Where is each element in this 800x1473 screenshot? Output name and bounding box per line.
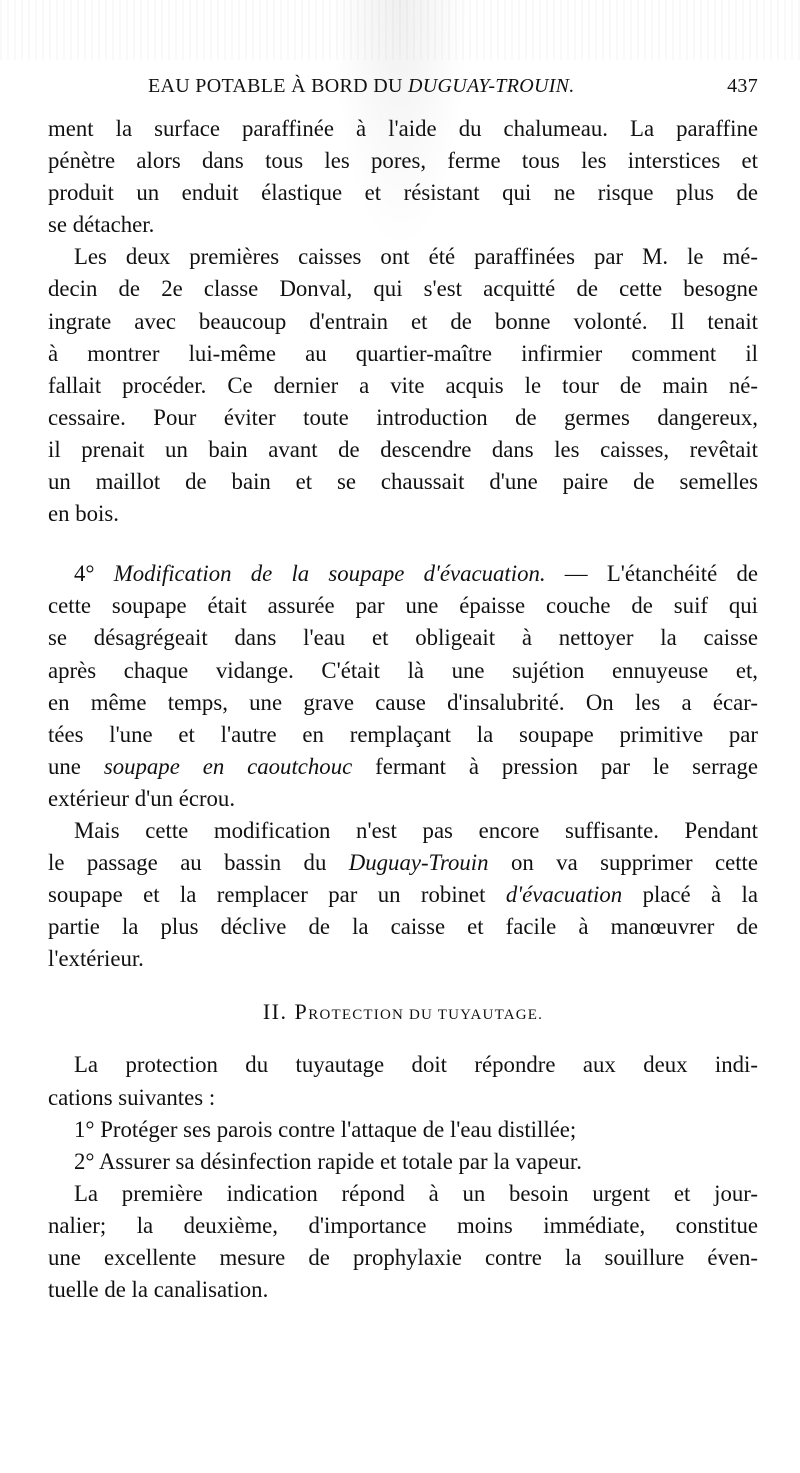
text-line: ingrate avec beaucoup d'entrain et de bonne volonté. Il tenait	[48, 308, 758, 334]
text-line: cette soupape était assurée par une épaisse couche de suif qui	[48, 593, 758, 619]
running-title-prefix: EAU POTABLE À BORD DU	[148, 75, 408, 97]
text-line: une excellente mesure de prophylaxie contre la souillure éven-	[48, 1245, 758, 1270]
text-line: decin de 2e classe Donval, qui s'est acquitté de cette besogne	[48, 276, 758, 302]
text-line: un maillot de bain et se chaussait d'une paire de semelles	[48, 469, 758, 495]
paragraph-5	[48, 1049, 758, 1113]
text-fragment: fermant à pression par le serrage	[352, 753, 758, 779]
text-line: La protection du tuyautage doit répondre aux deux indi-	[74, 1052, 758, 1078]
text-line: cations suivantes :	[48, 1084, 216, 1110]
text-line: tées l'une et l'autre en remplaçant la soupape primitive par	[48, 721, 758, 747]
text-fragment: soupape et la remplacer par un robinet	[48, 882, 506, 908]
text-line	[48, 847, 758, 879]
paragraph-2	[48, 241, 758, 530]
running-title-ship: DUGUAY-TROUIN.	[408, 75, 575, 97]
text-line: La première indication répond à un besoin urgent et jour-	[74, 1180, 758, 1206]
text-line: en même temps, une grave cause d'insalubrité. On les a écar-	[48, 689, 758, 715]
section-heading	[48, 993, 758, 1031]
subsection-number: 4°	[74, 561, 114, 587]
paragraph-3	[48, 558, 758, 815]
text-line: extérieur d'un écrou.	[48, 785, 236, 811]
page-number: 437	[727, 75, 758, 97]
subsection-heading-line	[48, 558, 758, 590]
text-fragment: placé à la	[622, 882, 758, 908]
paragraph-1	[48, 113, 758, 241]
indication-list	[48, 1114, 758, 1178]
spacer	[48, 530, 758, 558]
subsection-title: Modification de la soupape d'évacuation.	[113, 561, 546, 587]
section-title-initial: P	[294, 999, 309, 1025]
text-line: l'extérieur.	[48, 946, 144, 972]
text-line: ment la surface paraffinée à l'aide du chalumeau. La paraffine	[48, 116, 758, 141]
text-line: se détacher.	[48, 212, 155, 238]
text-line: il prenait un bain avant de descendre dans les caisses, revêtait	[48, 436, 758, 462]
section-number: II.	[262, 999, 295, 1025]
text-line: en bois.	[48, 501, 119, 527]
list-item: 2° Assurer sa désinfection rapide et totale par la vapeur.	[74, 1148, 582, 1174]
italic-term: soupape en caoutchouc	[103, 753, 353, 779]
paragraph-4	[48, 815, 758, 975]
running-header	[48, 75, 758, 105]
text-line	[48, 751, 758, 783]
spacer	[48, 975, 758, 993]
text-line: pénètre alors dans tous les pores, ferme tous les interstices et	[48, 148, 758, 174]
text-fragment: le passage au bassin du	[48, 850, 349, 876]
text-line: partie la plus déclive de la caisse et facile à manœuvrer de	[48, 914, 758, 940]
text-line: après chaque vidange. C'était là une sujétion ennuyeuse et,	[48, 657, 758, 683]
list-item: 1° Protéger ses parois contre l'attaque de l'eau distillée;	[74, 1116, 577, 1142]
scan-edge-noise	[0, 0, 800, 60]
text-line: cessaire. Pour éviter toute introduction de germes dangereux,	[48, 404, 758, 430]
italic-term: d'évacuation	[505, 882, 623, 908]
text-line: fallait procéder. Ce dernier a vite acquis le tour de main né-	[48, 372, 758, 398]
section-title-rest: ROTECTION DU TUYAUTAGE.	[308, 1007, 544, 1024]
text-line: se désagrégeait dans l'eau et obligeait à nettoyer la caisse	[48, 625, 758, 651]
text-fragment: une	[48, 753, 104, 779]
subsection-heading-rest: — L'étanchéité de	[545, 561, 758, 587]
text-line	[48, 879, 758, 911]
spacer	[48, 1031, 758, 1049]
text-line: Mais cette modification n'est pas encore suffisante. Pendant	[74, 817, 758, 843]
paragraph-6	[48, 1178, 758, 1306]
ship-name: Duguay-Trouin	[348, 850, 489, 876]
text-line: à montrer lui-même au quartier-maître infirmier comment il	[48, 340, 758, 366]
page-body	[48, 113, 758, 1306]
text-line: tuelle de la canalisation.	[48, 1277, 269, 1303]
text-line: nalier; la deuxième, d'importance moins immédiate, constitue	[48, 1212, 758, 1238]
running-title	[148, 75, 575, 98]
text-line: produit un enduit élastique et résistant qui ne risque plus de	[48, 180, 758, 206]
text-fragment: on va supprimer cette	[488, 850, 758, 876]
text-line: Les deux premières caisses ont été paraffinées par M. le mé-	[74, 244, 758, 270]
